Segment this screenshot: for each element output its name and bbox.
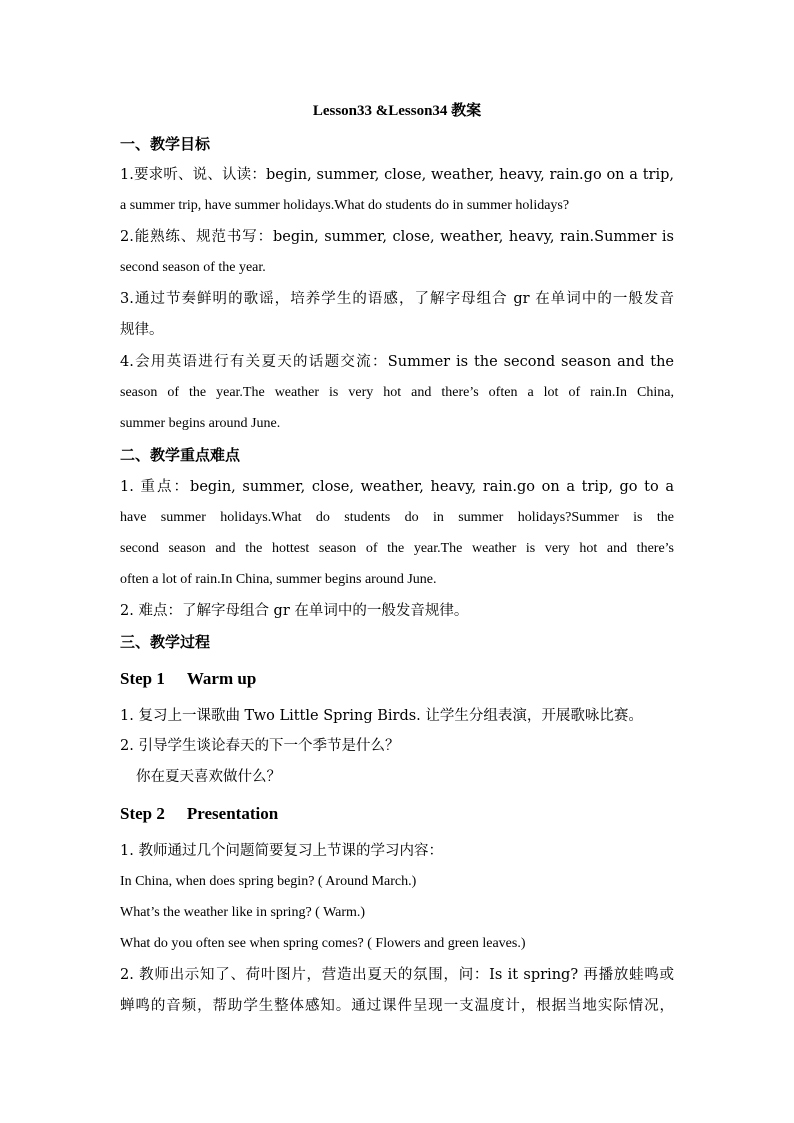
- objectives-line-8: season of the year.The weather is very hot and there’s often a lot of rain.In China,: [120, 385, 674, 400]
- objectives-line-7: 4.会用英语进行有关夏天的话题交流：Summer is the second season and the: [120, 354, 674, 370]
- step2-line-3: What’s the weather like in spring? ( Warm.): [120, 905, 366, 920]
- step2-line-4: What do you often see when spring comes? ( Flowers and green leaves.): [120, 936, 526, 951]
- key-points-line-1: 1. 重点：begin, summer, close, weather, heavy, rain.go on a trip, go to a: [120, 479, 674, 495]
- step1-name: Warm up: [186, 669, 257, 688]
- step1-heading: [120, 668, 256, 690]
- step2-line-1: 1. 教师通过几个问题简要复习上节课的学习内容：: [120, 843, 443, 859]
- key-points-line-4: often a lot of rain.In China, summer begins around June.: [120, 572, 437, 587]
- step1-line-3: 你在夏天喜欢做什么？: [136, 769, 281, 785]
- key-points-line-3: second season and the hottest season of the year.The weather is very hot and there’s: [120, 541, 674, 556]
- key-points-line-5: 2. 难点：了解字母组合 gr 在单词中的一般发音规律。: [120, 603, 469, 619]
- objectives-line-1: 1.要求听、说、认读：begin, summer, close, weather, heavy, rain.go on a trip,: [120, 167, 674, 183]
- document-title: Lesson33 &Lesson34 教案: [312, 103, 482, 119]
- step1-label: Step 1: [120, 669, 165, 688]
- step2-line-6: 蝉鸣的音频，帮助学生整体感知。通过课件呈现一支温度计，根据当地实际情况，: [120, 998, 674, 1014]
- key-points-line-2: have summer holidays.What do students do in summer holidays?Summer is the: [120, 510, 674, 525]
- section-heading-objectives: 一、教学目标: [120, 135, 211, 153]
- objectives-line-5: 3.通过节奏鲜明的歌谣，培养学生的语感，了解字母组合 gr 在单词中的一般发音: [120, 291, 674, 307]
- objectives-line-3: 2.能熟练、规范书写：begin, summer, close, weather, heavy, rain.Summer is: [120, 229, 674, 245]
- step1-line-1: 1. 复习上一课歌曲 Two Little Spring Birds. 让学生分组表演，开展歌咏比赛。: [120, 708, 643, 724]
- step2-line-5: 2. 教师出示知了、荷叶图片，营造出夏天的氛围，问：Is it spring? 再播放蛙鸣或: [120, 967, 674, 983]
- step1-line-2: 2. 引导学生谈论春天的下一个季节是什么？: [120, 738, 400, 754]
- step2-label: Step 2: [120, 804, 165, 823]
- step2-name: Presentation: [186, 804, 279, 823]
- objectives-line-4: second season of the year.: [120, 260, 266, 275]
- step2-line-2: In China, when does spring begin? ( Around March.): [120, 874, 417, 889]
- objectives-line-2: a summer trip, have summer holidays.What do students do in summer holidays?: [120, 198, 570, 213]
- section-heading-process: 三、教学过程: [120, 633, 211, 651]
- objectives-line-9: summer begins around June.: [120, 416, 281, 431]
- objectives-line-6: 规律。: [120, 322, 164, 338]
- step2-heading: [120, 803, 278, 825]
- section-heading-key-points: 二、教学重点难点: [120, 446, 241, 464]
